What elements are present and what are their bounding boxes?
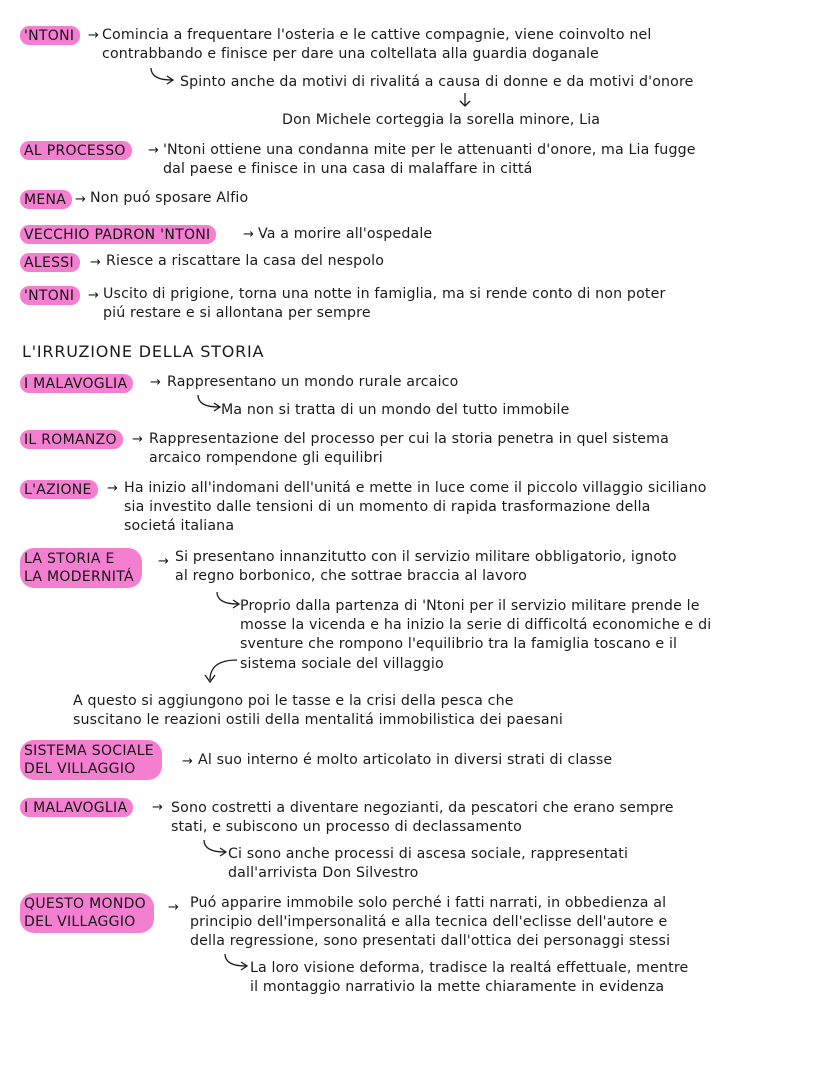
- down-arrow-icon: [458, 92, 472, 108]
- arrow-icon: →: [90, 255, 101, 270]
- text-line: Ma non si tratta di un mondo del tutto immobile: [221, 402, 570, 418]
- curved-arrow-icon: [222, 952, 252, 972]
- curved-down-arrow-icon: [200, 656, 240, 688]
- tag-alessi: ALESSI: [20, 253, 80, 272]
- arrow-icon: →: [150, 375, 161, 390]
- text-line: dal paese e finisce in una casa di malaffare in cittá: [163, 161, 533, 177]
- text-line: stati, e subiscono un processo di declassamento: [171, 819, 522, 835]
- text-line: Puó apparire immobile solo perché i fatti narrati, in obbedienza al: [190, 895, 667, 911]
- arrow-icon: →: [75, 192, 86, 207]
- tag-line: DEL VILLAGGIO: [24, 914, 136, 930]
- text-line: Riesce a riscattare la casa del nespolo: [106, 253, 385, 269]
- tag-ntoni-1: 'NTONI: [20, 26, 80, 45]
- text-line: Sono costretti a diventare negozianti, da pescatori che erano sempre: [171, 800, 674, 816]
- text-line: societá italiana: [124, 518, 235, 534]
- text-line: La loro visione deforma, tradisce la realtá effettuale, mentre: [250, 960, 689, 976]
- text-line: Ci sono anche processi di ascesa sociale, rappresentati: [228, 846, 629, 862]
- arrow-icon: →: [132, 432, 143, 447]
- tag-line: QUESTO MONDO: [24, 896, 146, 912]
- tag-ntoni-2: 'NTONI: [20, 286, 80, 305]
- tag-line: DEL VILLAGGIO: [24, 761, 136, 777]
- text-line: mosse la vicenda e ha inizio la serie di difficoltá economiche e di: [240, 617, 712, 633]
- tag-line: LA STORIA E: [24, 551, 115, 567]
- section-heading: L'IRRUZIONE DELLA STORIA: [22, 342, 265, 361]
- text-line: suscitano le reazioni ostili della mentalitá immobilistica dei paesani: [73, 712, 563, 728]
- text-line: Rappresentazione del processo per cui la storia penetra in quel sistema: [149, 431, 669, 447]
- arrow-icon: →: [168, 900, 179, 915]
- text-line: sistema sociale del villaggio: [240, 656, 444, 672]
- text-line: principio dell'impersonalitá e alla tecnica dell'eclisse dell'autore e: [190, 914, 668, 930]
- text-line: dall'arrivista Don Silvestro: [228, 865, 419, 881]
- text-line: arcaico rompendone gli equilibri: [149, 450, 383, 466]
- text-line: Spinto anche da motivi di rivalitá a causa di donne e da motivi d'onore: [180, 74, 694, 90]
- curved-arrow-icon: [201, 838, 231, 858]
- tag-vecchio-padron-ntoni: VECCHIO PADRON 'NTONI: [20, 225, 216, 244]
- tag-line: LA MODERNITÁ: [24, 569, 134, 585]
- arrow-icon: →: [148, 143, 159, 158]
- text-line: A questo si aggiungono poi le tasse e la crisi della pesca che: [73, 693, 514, 709]
- arrow-icon: →: [88, 28, 99, 43]
- text-line: sventure che rompono l'equilibrio tra la famiglia toscano e il: [240, 636, 678, 652]
- tag-mena: MENA: [20, 190, 72, 209]
- tag-i-malavoglia-1: I MALAVOGLIA: [20, 374, 133, 393]
- tag-la-storia-e-la-modernita: [20, 548, 142, 588]
- tag-i-malavoglia-2: I MALAVOGLIA: [20, 798, 133, 817]
- tag-il-romanzo: IL ROMANZO: [20, 430, 123, 449]
- text-line: sia investito dalle tensioni di un momento di rapida trasformazione della: [124, 499, 651, 515]
- text-line: Non puó sposare Alfio: [90, 190, 249, 206]
- text-line: piú restare e si allontana per sempre: [103, 305, 371, 321]
- text-line: Rappresentano un mondo rurale arcaico: [167, 374, 459, 390]
- text-line: Proprio dalla partenza di 'Ntoni per il servizio militare prende le: [240, 598, 700, 614]
- text-line: Al suo interno é molto articolato in diversi strati di classe: [198, 752, 613, 768]
- text-line: Uscito di prigione, torna una notte in famiglia, ma si rende conto di non poter: [103, 286, 666, 302]
- tag-sistema-sociale-del-villaggio: [20, 740, 162, 780]
- text-line: contrabbando e finisce per dare una coltellata alla guardia doganale: [102, 46, 599, 62]
- text-line: al regno borbonico, che sottrae braccia al lavoro: [175, 568, 527, 584]
- arrow-icon: →: [182, 754, 193, 769]
- text-line: della regressione, sono presentati dall'ottica dei personaggi stessi: [190, 933, 671, 949]
- text-line: Don Michele corteggia la sorella minore, Lia: [282, 112, 601, 128]
- text-line: Si presentano innanzitutto con il servizio militare obbligatorio, ignoto: [175, 549, 677, 565]
- text-line: il montaggio narrativio la mette chiaramente in evidenza: [250, 979, 665, 995]
- arrow-icon: →: [107, 481, 118, 496]
- tag-al-processo: AL PROCESSO: [20, 141, 132, 160]
- arrow-icon: →: [152, 800, 163, 815]
- curved-arrow-icon: [148, 66, 178, 86]
- tag-questo-mondo-del-villaggio: [20, 893, 154, 933]
- text-line: Va a morire all'ospedale: [258, 226, 433, 242]
- tag-l-azione: L'AZIONE: [20, 480, 98, 499]
- tag-line: SISTEMA SOCIALE: [24, 743, 154, 759]
- arrow-icon: →: [158, 554, 169, 569]
- arrow-icon: →: [243, 227, 254, 242]
- text-line: 'Ntoni ottiene una condanna mite per le attenuanti d'onore, ma Lia fugge: [163, 142, 696, 158]
- text-line: Ha inizio all'indomani dell'unitá e mette in luce come il piccolo villaggio siciliano: [124, 480, 707, 496]
- text-line: Comincia a frequentare l'osteria e le cattive compagnie, viene coinvolto nel: [102, 27, 652, 43]
- arrow-icon: →: [88, 288, 99, 303]
